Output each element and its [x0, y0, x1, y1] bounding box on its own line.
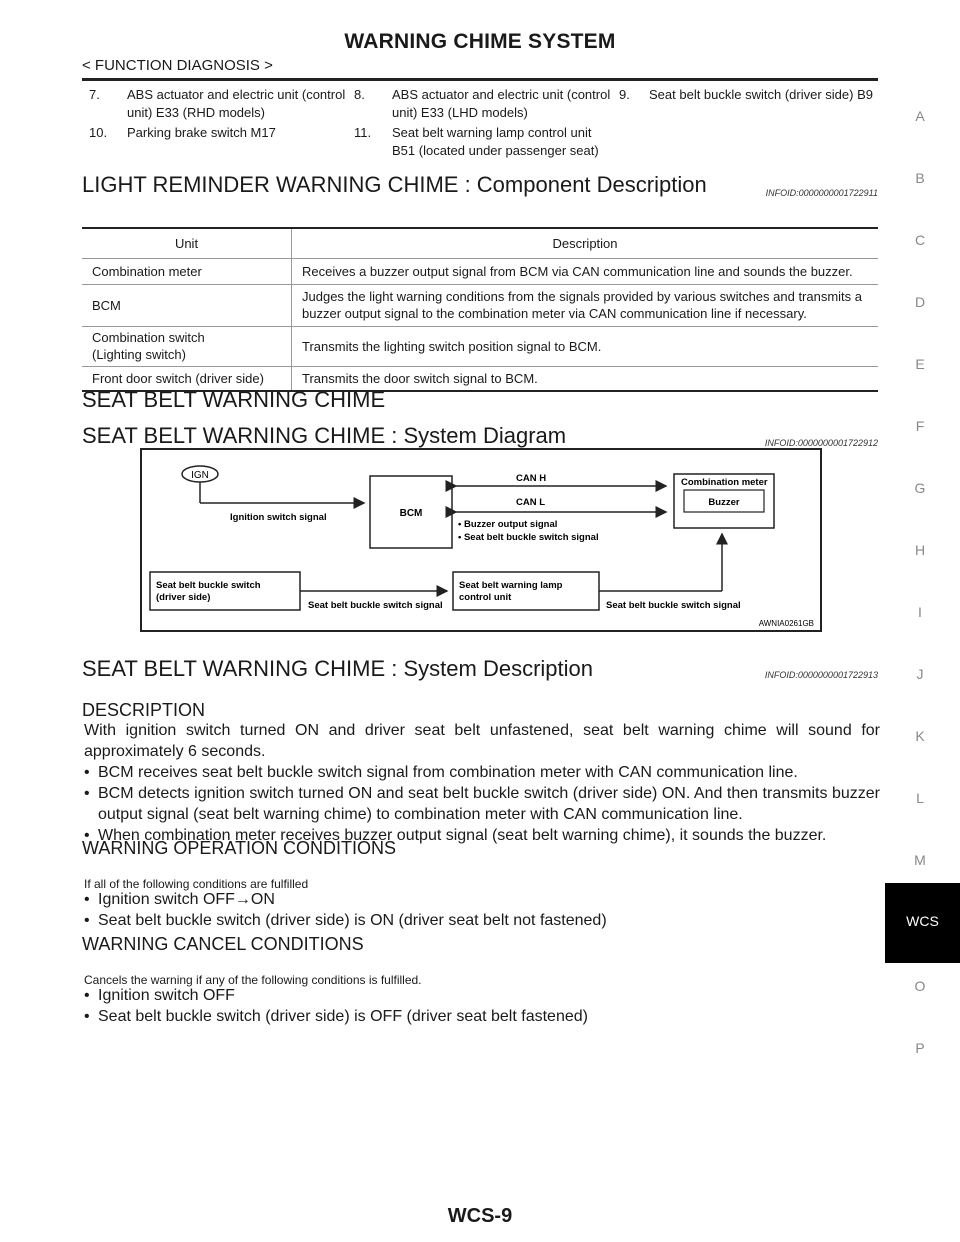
buckle-switch-box — [150, 572, 300, 610]
list-item: • Ignition switch OFF — [84, 985, 880, 1006]
figure-code: AWNIA0261GB — [758, 619, 814, 628]
buzzer-label: Buzzer — [708, 497, 740, 508]
operation-conditions — [84, 889, 880, 931]
legend-row — [82, 86, 878, 124]
component-table — [82, 227, 878, 392]
legend-number: 9. — [619, 87, 630, 102]
can-l-label: CAN L — [516, 497, 546, 508]
legend-text: Parking brake switch M17 — [127, 125, 276, 140]
legend-text: ABS actuator and electric unit (control unit) E33 (LHD models) — [392, 87, 611, 120]
header-rule — [82, 78, 878, 81]
legend-number: 11. — [354, 125, 372, 140]
index-letter[interactable]: I — [918, 604, 922, 620]
can-h-label: CAN H — [516, 473, 547, 484]
table-cell: Transmits the door switch signal to BCM. — [292, 366, 879, 391]
legend-text: ABS actuator and electric unit (control unit) E33 (RHD models) — [127, 87, 346, 120]
index-letter[interactable]: B — [915, 170, 925, 186]
subheading: DESCRIPTION — [82, 700, 206, 720]
info-id: INFOID:0000000001722912 — [764, 438, 878, 448]
description-paragraph: With ignition switch turned ON and driver seat belt unfastened, seat belt warning chime will sound for approximately 6 seconds. — [84, 722, 880, 760]
section-heading: SEAT BELT WARNING CHIME : System Diagram — [82, 423, 567, 448]
index-letter[interactable]: L — [916, 790, 924, 806]
index-letter[interactable]: F — [915, 418, 925, 434]
table-header: Unit — [82, 228, 292, 258]
lamp-control-unit-label: control unit — [459, 592, 512, 603]
table-header-row — [82, 228, 878, 258]
condition-note: Cancels the warning if any of the following conditions is fulfilled. — [84, 973, 422, 987]
legend-number: 8. — [354, 87, 365, 102]
list-item: • BCM receives seat belt buckle switch signal from combination meter with CAN communication line. — [84, 762, 880, 783]
index-letter[interactable]: E — [915, 356, 925, 372]
section-index-sidebar — [880, 0, 960, 1242]
buckle-switch-label: (driver side) — [156, 592, 211, 603]
list-item: • When combination meter receives buzzer output signal (seat belt warning chime), it sounds the buzzer. — [84, 825, 880, 846]
legend-list — [82, 86, 878, 162]
table-cell: Combination meter — [82, 258, 292, 284]
combination-meter-label: Combination meter — [681, 477, 768, 488]
index-letter[interactable]: C — [914, 232, 926, 248]
bcm-label: BCM — [399, 508, 423, 519]
index-letter[interactable]: A — [915, 108, 925, 124]
table-cell: Receives a buzzer output signal from BCM via CAN communication line and sounds the buzzer. — [292, 258, 879, 284]
system-diagram — [140, 448, 822, 632]
table-cell: Transmits the lighting switch position signal to BCM. — [292, 326, 879, 366]
index-letter[interactable]: H — [914, 542, 926, 558]
info-id: INFOID:0000000001722913 — [764, 670, 878, 680]
index-letter[interactable]: M — [914, 852, 926, 868]
legend-number: 10. — [89, 125, 108, 140]
page-title: WARNING CHIME SYSTEM — [344, 30, 616, 53]
index-active-label: WCS — [906, 913, 939, 929]
table-cell: Judges the light warning conditions from the signals provided by various switches and transmits a buzzer output signal to the combination meter via CAN communication line if necessary. — [292, 284, 879, 326]
condition-note: If all of the following conditions are fulfilled — [84, 877, 309, 891]
list-item: • BCM detects ignition switch turned ON and seat belt buckle switch (driver side) ON. And then transmits buzzer output signal (seat belt warning chime) to combination meter with CAN communication line. — [84, 783, 880, 825]
table-cell: Combination switch (Lighting switch) — [82, 326, 292, 366]
bcm-output-label: • Buzzer output signal — [458, 519, 558, 530]
index-letter[interactable]: J — [916, 666, 924, 682]
description-bullets — [84, 762, 880, 846]
signal-label: Seat belt buckle switch signal — [308, 600, 443, 611]
lamp-control-unit-box — [453, 572, 599, 610]
ign-label: IGN — [191, 470, 209, 481]
table-header: Description — [292, 228, 879, 258]
index-letter[interactable]: K — [915, 728, 925, 744]
section-breadcrumb: < FUNCTION DIAGNOSIS > — [82, 57, 273, 74]
table-cell: BCM — [82, 284, 292, 326]
list-item: • Seat belt buckle switch (driver side) is ON (driver seat belt not fastened) — [84, 910, 880, 931]
subheading: WARNING CANCEL CONDITIONS — [82, 934, 364, 954]
table-row — [82, 326, 878, 366]
chapter-heading: SEAT BELT WARNING CHIME — [82, 387, 386, 412]
buckle-switch-label: Seat belt buckle switch — [156, 580, 261, 591]
table-row — [82, 284, 878, 326]
system-diagram-svg — [142, 450, 820, 630]
legend-text: Seat belt warning lamp control unit B51 (located under passenger seat) — [392, 125, 599, 158]
table-cell: Front door switch (driver side) — [82, 366, 292, 391]
list-item: • Ignition switch OFF→ON — [84, 889, 880, 910]
legend-text: Seat belt buckle switch (driver side) B9 — [649, 87, 873, 102]
legend-row — [82, 124, 878, 162]
section-heading: LIGHT REMINDER WARNING CHIME : Component Description — [82, 172, 707, 197]
index-letter[interactable]: G — [914, 480, 926, 496]
index-letter[interactable]: P — [915, 1040, 925, 1056]
legend-number: 7. — [89, 87, 100, 102]
list-item: • Seat belt buckle switch (driver side) is OFF (driver seat belt fastened) — [84, 1006, 880, 1027]
bcm-output-label: • Seat belt buckle switch signal — [458, 532, 599, 543]
table-row — [82, 258, 878, 284]
signal-label: Ignition switch signal — [230, 512, 327, 523]
cancel-conditions — [84, 985, 880, 1027]
index-letter[interactable]: O — [914, 978, 926, 994]
info-id: INFOID:0000000001722911 — [765, 188, 878, 198]
signal-label: Seat belt buckle switch signal — [606, 600, 741, 611]
index-letter[interactable]: D — [914, 294, 926, 310]
subheading: WARNING OPERATION CONDITIONS — [82, 838, 397, 858]
section-heading: SEAT BELT WARNING CHIME : System Description — [82, 656, 593, 681]
lamp-control-unit-label: Seat belt warning lamp — [459, 580, 563, 591]
page-number: WCS-9 — [447, 1205, 513, 1227]
